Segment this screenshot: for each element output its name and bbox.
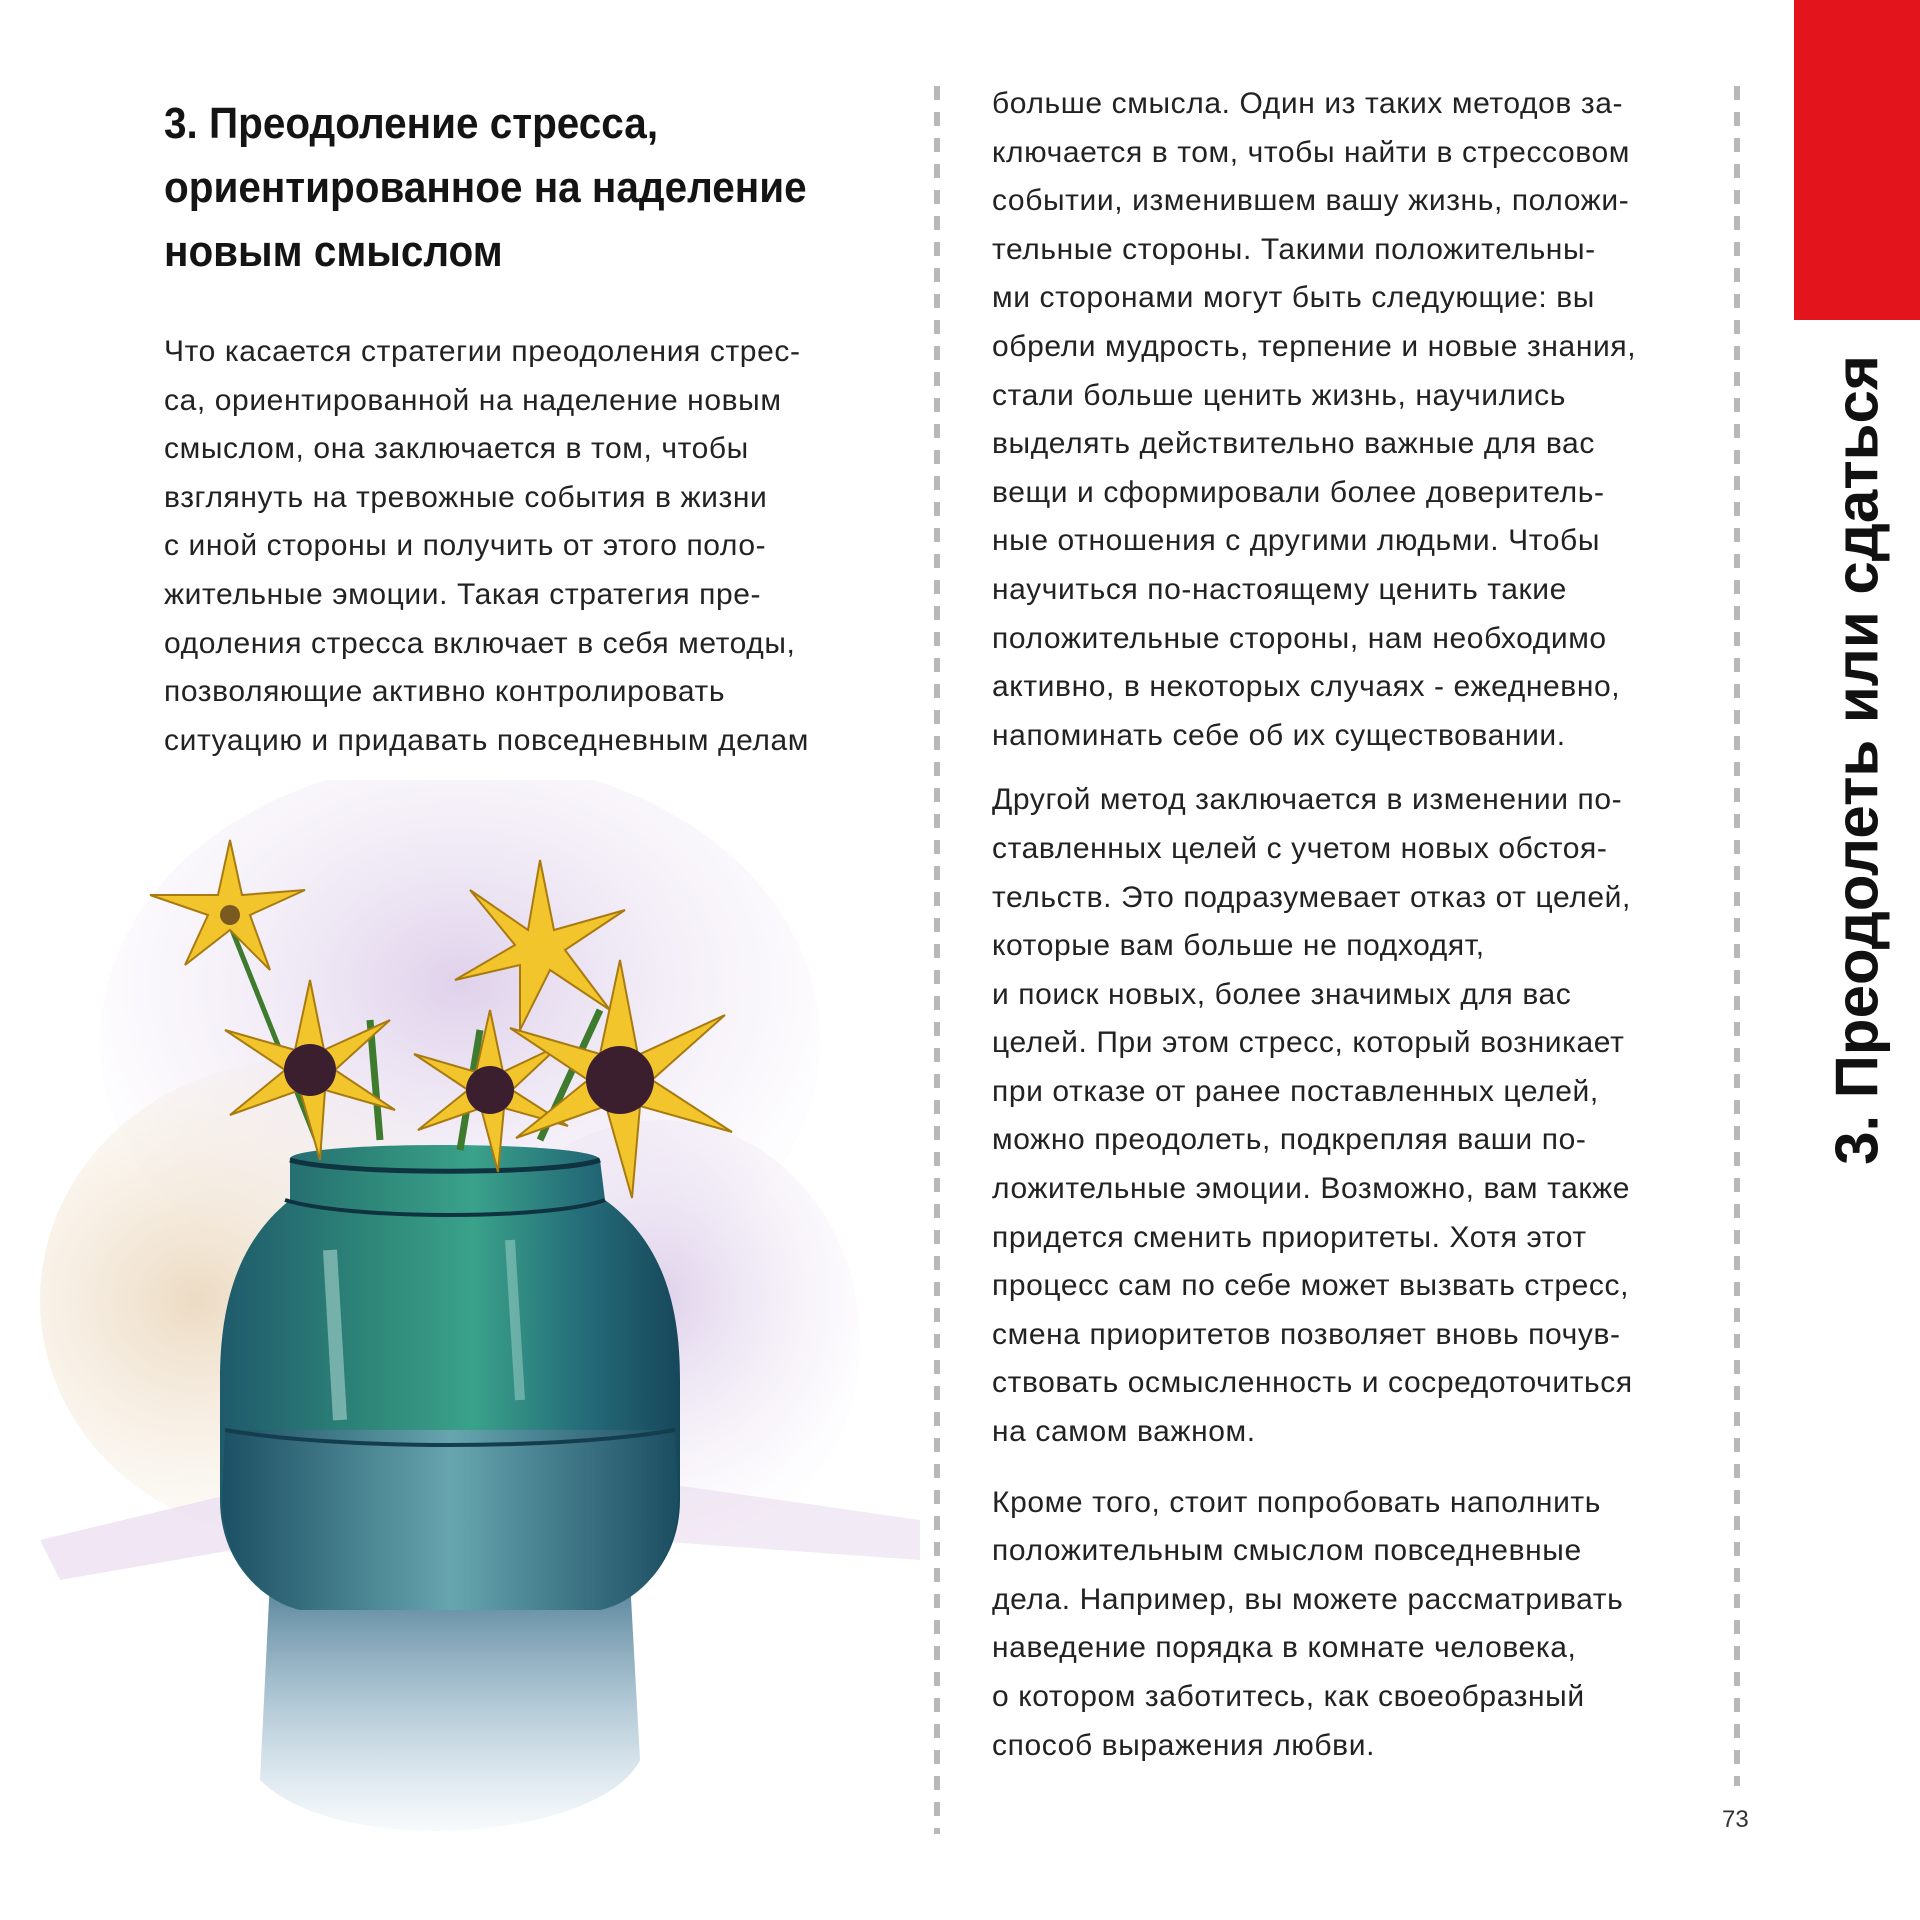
text-line: и поиск новых, более значимых для вас (992, 977, 1572, 1011)
text-line: способ выражения любви. (992, 1728, 1376, 1762)
text-line: позволяющие активно контролировать (164, 675, 726, 709)
page-title (164, 92, 845, 284)
left-text-column (164, 328, 904, 765)
right-paragraph-2 (992, 776, 1732, 1456)
text-line: больше смысла. Один из таких методов за- (992, 87, 1624, 120)
title-line-2: ориентированное на наделение (164, 163, 807, 212)
text-line: Другой метод заключается в изменении по- (992, 783, 1623, 817)
text-line: процесс сам по себе может вызвать стресс, (992, 1269, 1630, 1303)
text-line: одоления стресса включает в себя методы, (164, 626, 796, 660)
text-line: стали больше ценить жизнь, научились (992, 378, 1566, 412)
chapter-side-title: 3. Преодолеть или сдаться (1823, 355, 1891, 1165)
column-divider-right (1734, 86, 1740, 1786)
text-line: положительные стороны, нам необходимо (992, 621, 1607, 655)
column-divider-left (934, 86, 940, 1834)
text-line: тельные стороны. Такими положительны- (992, 232, 1596, 266)
text-line: обрели мудрость, терпение и новые знания, (992, 329, 1637, 363)
chapter-color-tab (1794, 0, 1920, 320)
text-line: ные отношения с другими людьми. Чтобы (992, 524, 1600, 558)
page-number: 73 (1722, 1806, 1749, 1833)
right-text-column (992, 80, 1732, 1770)
text-line: научиться по-настоящему ценить такие (992, 572, 1567, 606)
text-line: ключается в том, чтобы найти в стрессовом (992, 135, 1631, 169)
text-line: с иной стороны и получить от этого поло- (164, 529, 767, 563)
text-line: ми сторонами могут быть следующие: вы (992, 281, 1595, 315)
text-line: вещи и сформировали более доверитель- (992, 475, 1605, 509)
title-line-1: 3. Преодоление стресса, (164, 99, 659, 148)
text-line: при отказе от ранее поставленных целей, (992, 1074, 1599, 1108)
text-line: напоминать себе об их существовании. (992, 718, 1566, 752)
text-line: которые вам больше не подходят, (992, 929, 1485, 963)
right-paragraph-3 (992, 1479, 1732, 1771)
left-paragraph (164, 328, 904, 765)
right-paragraph-1 (992, 80, 1732, 760)
text-line: положительным смыслом повседневные (992, 1534, 1582, 1568)
text-line: на самом важном. (992, 1415, 1256, 1449)
text-line: смыслом, она заключается в том, чтобы (164, 432, 749, 466)
text-line: дела. Например, вы можете рассматривать (992, 1582, 1624, 1616)
text-line: выделять действительно важные для вас (992, 427, 1595, 461)
text-line: са, ориентированной на наделение новым (164, 383, 782, 417)
text-line: Кроме того, стоит попробовать наполнить (992, 1485, 1602, 1519)
text-line: ствовать осмысленность и сосредоточиться (992, 1366, 1633, 1400)
text-line: можно преодолеть, подкрепляя ваши по- (992, 1123, 1587, 1157)
text-line: наведение порядка в комнате человека, (992, 1631, 1577, 1665)
text-line: тельств. Это подразумевает отказ от целей, (992, 880, 1631, 914)
text-line: Что касается стратегии преодоления стрес- (164, 335, 801, 368)
text-line: придется сменить приоритеты. Хотя этот (992, 1220, 1587, 1254)
text-line: событии, изменившем вашу жизнь, положи- (992, 184, 1630, 218)
text-line: жительные эмоции. Такая стратегия пре- (164, 577, 762, 611)
text-line: активно, в некоторых случаях - ежедневно, (992, 670, 1621, 704)
text-line: смена приоритетов позволяет вновь почув- (992, 1317, 1621, 1351)
text-line: ситуацию и придавать повседневным делам (164, 723, 810, 757)
text-line: ложительные эмоции. Возможно, вам также (992, 1172, 1631, 1206)
text-line: взглянуть на тревожные события в жизни (164, 480, 768, 514)
watercolor-flowers-in-jar-icon (40, 780, 920, 1900)
text-line: о котором заботитесь, как своеобразный (992, 1680, 1585, 1713)
title-line-3: новым смыслом (164, 227, 503, 276)
text-line: целей. При этом стресс, который возникает (992, 1026, 1625, 1060)
text-line: ставленных целей с учетом новых обстоя- (992, 831, 1608, 865)
